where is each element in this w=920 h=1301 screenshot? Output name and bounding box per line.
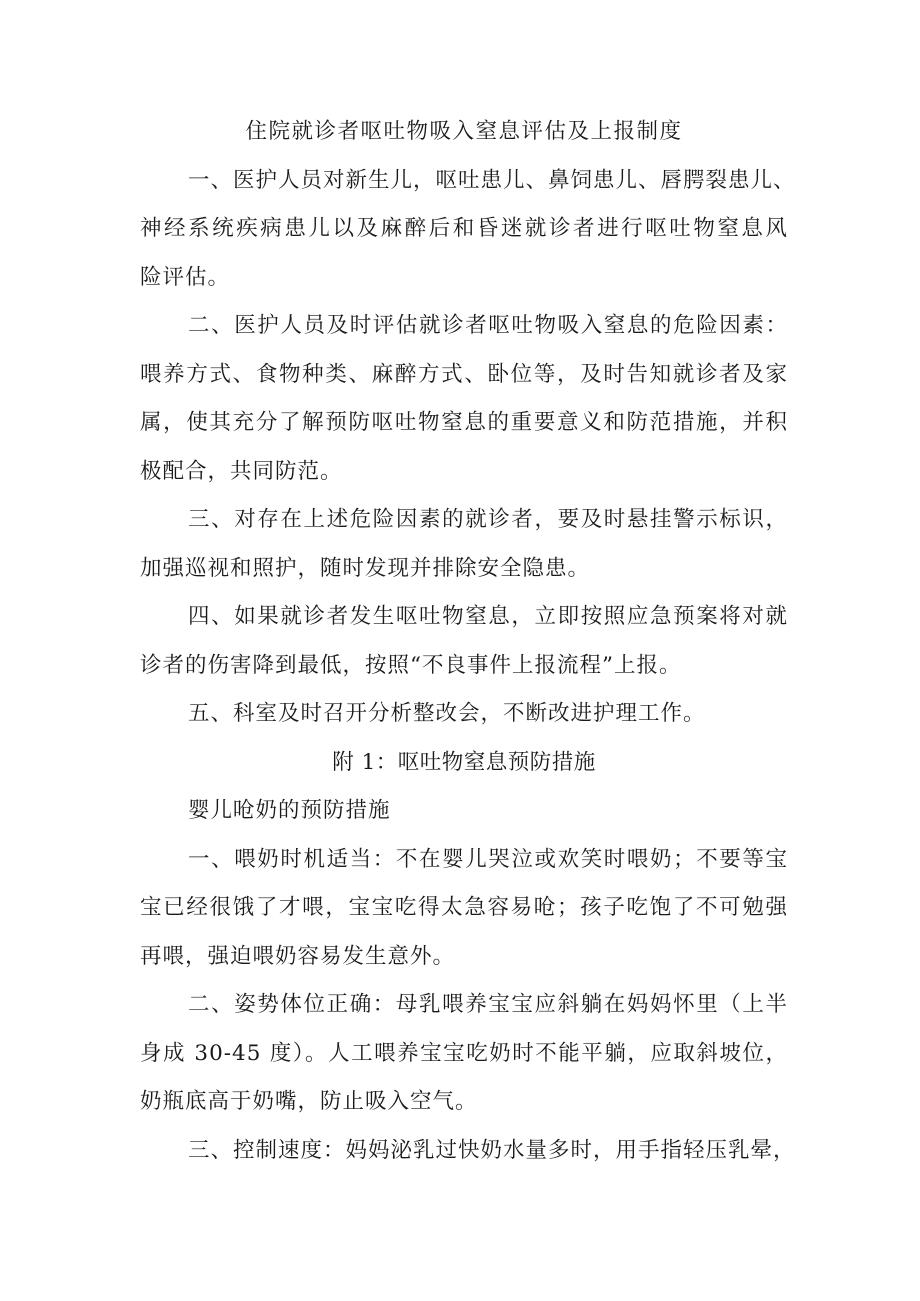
paragraph-first-line: 四、如果就诊者发生呕吐物窒息，立即按照应急预案将对就: [188, 604, 788, 629]
paragraph-last-line: 诊者的伤害降到最低，按照“不良事件上报流程”上报。: [140, 652, 682, 678]
paragraph-line: 属，使其充分了解预防呕吐物窒息的重要意义和防范措施，并积: [140, 410, 788, 435]
paragraph-line: 神经系统疾病患儿以及麻醉后和昏迷就诊者进行呕吐物窒息风: [140, 216, 788, 241]
paragraph-first-line: 二、姿势体位正确：母乳喂养宝宝应斜躺在妈妈怀里（上半: [188, 992, 788, 1017]
paragraph-first-line: 三、控制速度：妈妈泌乳过快奶水量多时，用手指轻压乳晕，: [188, 1137, 796, 1163]
paragraph-last-line: 再喂，强迫喂奶容易发生意外。: [140, 943, 456, 969]
paragraph-first-line: 一、医护人员对新生儿，呕吐患儿、鼻饲患儿、唇腭裂患儿、: [188, 167, 796, 193]
section-heading: 附 1：呕吐物窒息预防措施: [332, 749, 596, 775]
paragraph-line: 五、科室及时召开分析整改会，不断改进护理工作。: [188, 701, 706, 726]
paragraph-last-line: 险评估。: [140, 264, 231, 290]
paragraph-last-line: 极配合，共同防范。: [140, 458, 343, 484]
paragraph-first-line: 三、对存在上述危险因素的就诊者，要及时悬挂警示标识，: [188, 507, 788, 532]
paragraph-line: 宝已经很饿了才喂，宝宝吃得太急容易呛；孩子吃饱了不可勉强: [140, 895, 788, 920]
paragraph-line: 婴儿呛奶的预防措施: [188, 798, 391, 823]
paragraph-last-line: 加强巡视和照护，随时发现并排除安全隐患。: [140, 555, 591, 581]
paragraph-line: 身成 30-45 度）。人工喂养宝宝吃奶时不能平躺，应取斜坡位，: [140, 1040, 788, 1066]
document-title: 住院就诊者呕吐物吸入窒息评估及上报制度: [245, 119, 683, 144]
document-body: [140, 108, 796, 1175]
paragraph-line: 喂养方式、食物种类、麻醉方式、卧位等，及时告知就诊者及家: [140, 361, 788, 387]
paragraph-first-line: 一、喂奶时机适当：不在婴儿哭泣或欢笑时喂奶；不要等宝: [188, 846, 788, 872]
paragraph-last-line: 奶瓶底高于奶嘴，防止吸入空气。: [140, 1089, 478, 1114]
paragraph-first-line: 二、医护人员及时评估就诊者呕吐物吸入窒息的危险因素：: [188, 313, 788, 338]
